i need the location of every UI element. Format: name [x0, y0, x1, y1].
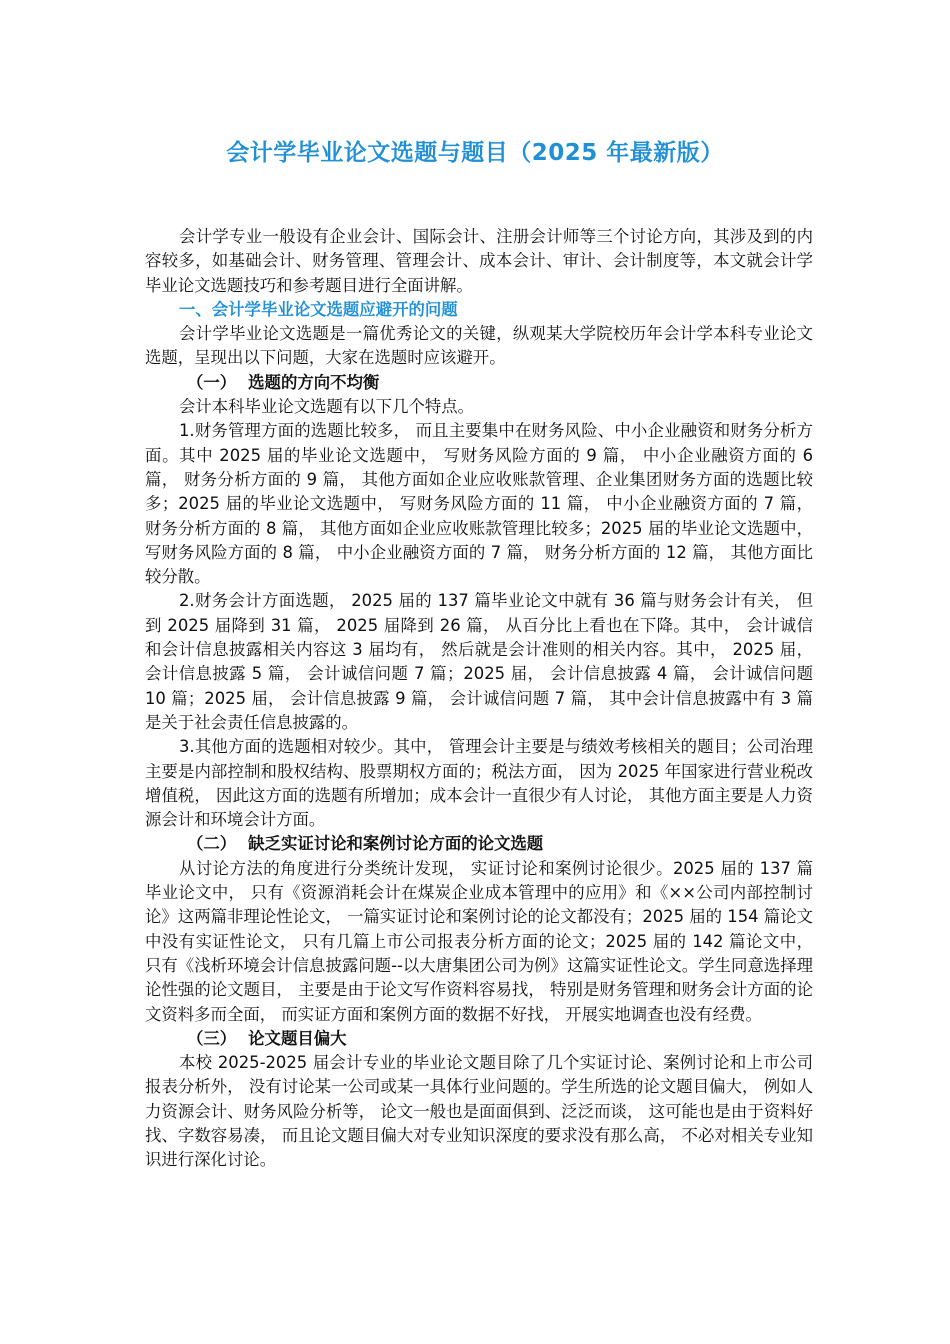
paragraph: 从讨论方法的角度进行分类统计发现， 实证讨论和案例讨论很少。2025 届的 137 篇毕业论文中， 只有《资源消耗会计在煤炭企业成本管理中的应用》和《××公司内部控制讨论》这两篇非理论性论文， 一篇实证讨论和案例讨论的论文都没有；2025 届的 154 篇论文中没有实证性论文， 只有几篇上市公司报表分析方面的论文；2025 届的 142 篇论文中， 只有《浅析环境会计信息披露问题--以大唐集团公司为例》这篇实证性论文。学生同意选择理论性强的论文题目， 主要是由于论文写作资料容易找， 特别是财务管理和财务会计方面的论文资料多而全面， 而实证方面和案例方面的数据不好找， 开展实地调查也没有经费。 [145, 858, 813, 1024]
paragraph: 会计本科毕业论文选题有以下几个特点。 [179, 397, 475, 417]
paragraph: 1.财务管理方面的选题比较多， 而且主要集中在财务风险、中小企业融资和财务分析方面。其中 2025 届的毕业论文选题中， 写财务风险方面的 9 篇， 中小企业融资方面的 6 篇， 财务分析方面的 9 篇， 其他方面如企业应收账款管理、企业集团财务方面的选题比较多；2025 届的毕业论文选题中， 写财务风险方面的 11 篇， 中小企业融资方面的 7 篇， 财务分析方面的 8 篇， 其他方面如企业应收账款管理比较多；2025 届的毕业论文选题中， 写财务风险方面的 8 篇， 中小企业融资方面的 7 篇， 财务分析方面的 12 篇， 其他方面比较分散。 [145, 421, 813, 587]
subsection-title: 选题的方向不均衡 [248, 372, 380, 392]
subsection-title: 论文题目偏大 [248, 1028, 347, 1048]
document-title: 会计学毕业论文选题与题目（2025 年最新版） [226, 140, 724, 166]
document-body [145, 225, 813, 1173]
paragraph: 3.其他方面的选题相对较少。其中， 管理会计主要是与绩效考核相关的题目；公司治理主要是内部控制和股权结构、股票期权方面的；税法方面， 因为 2025 年国家进行营业税改增值税， 因此这方面的选题有所增加；成本会计一直很少有人讨论， 其他方面主要是人力资源会计和环境会计方面。 [145, 737, 813, 830]
subsection-title: 缺乏实证讨论和案例讨论方面的论文选题 [248, 834, 544, 854]
subsection-heading [145, 1027, 813, 1051]
subsection-number: （三） [187, 1028, 237, 1048]
section-heading: 一、会计学毕业论文选题应避开的问题 [179, 299, 458, 319]
subsection-number: （一） [187, 372, 237, 392]
paragraph: 2.财务会计方面选题， 2025 届的 137 篇毕业论文中就有 36 篇与财务会计有关， 但到 2025 届降到 31 篇， 2025 届降到 26 篇， 从百分比上看也在下降。其中， 会计诚信和会计信息披露相关内容这 3 届均有， 然后就是会计准则的相关内容。其中， 2025 届， 会计信息披露 5 篇， 会计诚信问题 7 篇；2025 届， 会计信息披露 4 篇， 会计诚信问题 10 篇；2025 届， 会计信息披露 9 篇， 会计诚信问题 7 篇， 其中会计信息披露中有 3 篇是关于社会责任信息披露的。 [145, 591, 813, 732]
subsection-number: （二） [187, 834, 237, 854]
intro-paragraph: 会计学专业一般设有企业会计、国际会计、注册会计师等三个讨论方向，其涉及到的内容较多，如基础会计、财务管理、管理会计、成本会计、审计、会计制度等，本文就会计学毕业论文选题技巧和参考题目进行全面讲解。 [145, 227, 813, 295]
section-intro-paragraph: 会计学毕业论文选题是一篇优秀论文的关键，纵观某大学院校历年会计学本科专业论文选题，呈现出以下问题，大家在选题时应该避开。 [145, 324, 813, 368]
subsection-heading [145, 832, 813, 856]
paragraph: 本校 2025-2025 届会计专业的毕业论文题目除了几个实证讨论、案例讨论和上市公司报表分析外， 没有讨论某一公司或某一具体行业问题的。学生所选的论文题目偏大， 例如人力资源会计、财务风险分析等， 论文一般也是面面俱到、泛泛而谈， 这可能也是由于资料好找、字数容易凑， 而且论文题目偏大对专业知识深度的要求没有那么高， 不必对相关专业知识进行深化讨论。 [145, 1053, 813, 1170]
subsection-heading [145, 371, 813, 395]
